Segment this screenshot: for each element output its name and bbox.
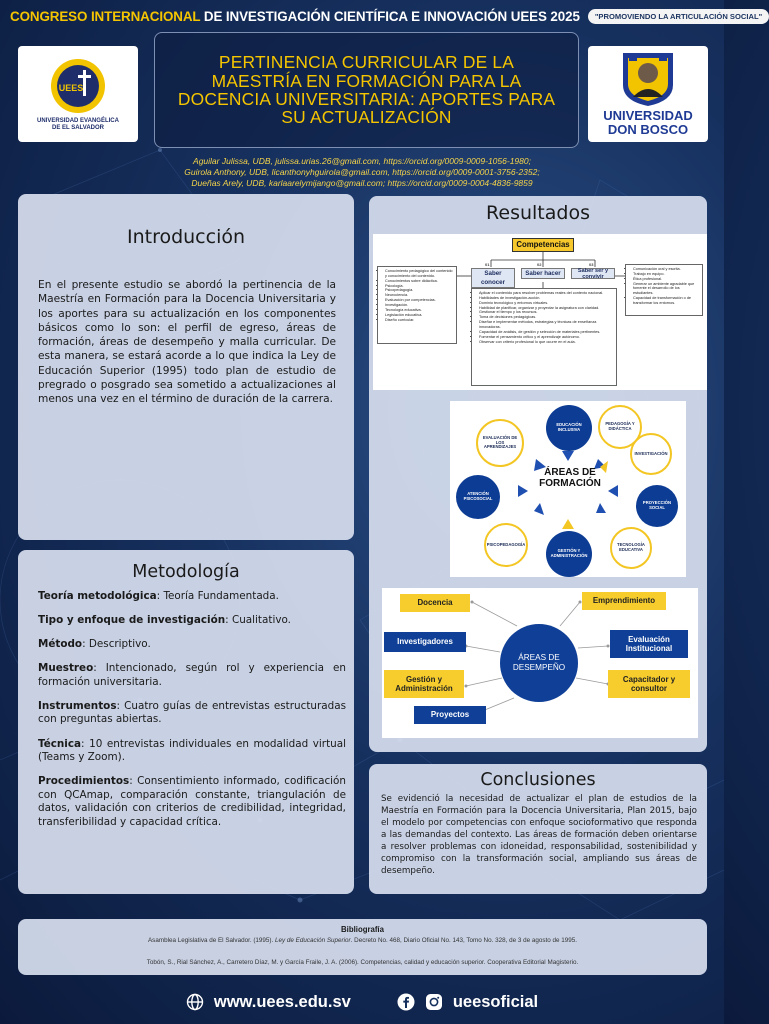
svg-text:UEES: UEES [58,82,84,93]
list-item: • Trabajo en equipo. [633,272,700,277]
areas-desempeno-diagram [382,588,698,738]
author-line: Dueñas Arely, UDB, karlaarelymijango@gmail.com; https://orcid.org/0009-0004-4836-9859 [191,178,533,189]
desempeno-evaluacion-institucional: Evaluación Institucional [610,630,688,658]
area-tecnologia-educativa: TECNOLOGÍA EDUCATIVA [610,527,652,569]
list-item: • Habilidades de investigación-acción. [479,296,614,301]
uees-seal-icon [49,57,107,115]
saber-conocer-list [377,266,457,344]
resultados-heading: Resultados [486,202,590,224]
list-item: • Capacidad de transformación o de transformar los entornos. [633,296,700,306]
list-item: • Investigación. [385,303,454,308]
list-item: • Capacidad de análisis, de gestión y selección de materiales pertinentes. [479,330,614,335]
metodologia-item: Tipo y enfoque de investigación: Cualitativo. [38,614,291,627]
udb-caption [603,109,693,136]
list-item: • Ética profesional. [633,277,700,282]
area-educacion-inclusiva: EDUCACIÓN INCLUSIVA [546,405,592,451]
metodologia-item: Técnica: 10 entrevistas individuales en modalidad virtual (Teams y Zoom). [38,737,346,764]
metodologia-item: Instrumentos: Cuatro guías de entrevistas estructuradas con preguntas abiertas. [38,699,346,726]
udb-caption-line2: DON BOSCO [607,122,689,137]
header-bar [0,0,763,32]
area-gestion-administracion: GESTIÓN Y ADMINISTRACIÓN [546,531,592,577]
competencias-diagram [373,234,707,390]
list-item: • Toma de decisiones pedagógicas. [479,315,614,320]
globe-icon [186,993,204,1011]
list-item: • Tecnología educativa. [385,308,454,313]
area-psicopedagogia: PSICOPEDAGOGÍA [484,523,528,567]
list-item: • Aplicar el contenido para resolver problemas reales del contexto nacional. [479,291,614,296]
list-item: • Neurociencia. [385,293,454,298]
list-item: • Legislación educativa. [385,313,454,318]
conclusiones-text: Se evidenció la necesidad de actualizar el plan de estudios de la Maestría en Formación para la Docencia Universitaria, Plan 2015, bajo el modelo por competencias con enfoque socioformativo que responda a las demandas del contexto. Las áreas de formación deben orientarse a resolver problemas con idoneidad, responsabilidad, sostenibilidad y compromiso con la transformación social, ampliando sus áreas de desempeño. [381,794,697,876]
social-handle[interactable]: ueesoficial [452,992,539,1011]
desempeno-gestion-administracion: Gestión y Administración [384,670,464,698]
areas-desempeno-center: ÁREAS DE DESEMPEÑO [500,624,578,702]
instagram-icon[interactable] [425,993,443,1011]
list-item: • Diseñar e implementar métodos, estrategias y técnicas de enseñanza innovadoras. [479,320,614,330]
conclusiones-panel [369,764,707,894]
area-pedagogia-didactica: PEDAGOGÍA Y DIDÁCTICA [598,405,642,449]
desempeno-docencia: Docencia [400,594,470,612]
saber-ser-list [625,264,703,316]
uees-logo [18,46,138,142]
list-item: • Habilidad de planificar, organizar y proyectar la asignatura con claridad. [479,306,614,311]
bibliografia-panel [18,919,707,975]
list-item: • Fomentar el pensamiento crítico y el aprendizaje autónomo. [479,335,614,340]
title-box [154,32,579,148]
metodologia-item: Teoría metodológica: Teoría Fundamentada. [38,590,279,602]
udb-logo [588,46,708,142]
website-link[interactable]: www.uees.edu.sv [213,992,351,1011]
introduccion-text: En el presente estudio se abordó la pertinencia de la Maestría en Formación para la Docencia Universitaria y los aportes para su actualización en los componentes básicos como lo son: el perfil de egreso, áreas de formación, áreas de desempeño y malla curricular. De esta manera, se estará acorde a lo que indica la Ley de Educación Superior (1995) todo plan de estudio de pregrado o posgrado sea sometido a actualizaciones al menos una vez en el término de duración de la carrera. [38,279,336,406]
uees-caption-text: UNIVERSIDAD EVANGÉLICA DE EL SALVADOR [37,117,119,131]
area-atencion-psicosocial: ATENCIÓN PSICOSOCIAL [456,475,500,519]
area-investigacion: INVESTIGACIÓN [630,433,672,475]
list-item: • Evaluación por competencias. [385,298,454,303]
area-evaluacion-aprendizajes: EVALUACIÓN DE LOS APRENDIZAJES [476,419,524,467]
list-item: • Generar un ambiente agradable que fomente el desarrollo de los estudiantes. [633,282,700,297]
metodologia-panel [18,550,354,894]
desempeno-capacitador-consultor: Capacitador y consultor [608,670,690,698]
list-item: • Conocimientos sobre didáctica. [385,279,454,284]
facebook-icon[interactable] [397,993,415,1011]
congress-title: CONGRESO INTERNACIONAL DE INVESTIGACIÓN CIENTÍFICA E INNOVACIÓN UEES 2025 [10,8,580,24]
footer [0,988,724,1016]
list-item: • Observar con criterio profesional lo que ocurre en el aula. [479,340,614,345]
poster-title: PERTINENCIA CURRICULAR DE LA MAESTRÍA EN FORMACIÓN PARA LA DOCENCIA UNIVERSITARIA: APORTES PARA SU ACTUALIZACIÓN [177,52,556,128]
tag-saber-hacer: Saber hacer [521,268,565,279]
area-proyeccion-social: PROYECCIÓN SOCIAL [636,485,678,527]
list-item: • Comunicación oral y escrita. [633,267,700,272]
areas-formacion-diagram [450,401,686,577]
list-item: • Gestionar el tiempo y los recursos. [479,310,614,315]
introduccion-heading: Introducción [126,226,246,248]
saber-hacer-list [471,288,617,386]
bibliografia-heading: Bibliografía [341,925,384,934]
areas-formacion-center: ÁREAS DE FORMACIÓN [539,467,601,489]
metodologia-list [38,590,346,840]
list-item: • Diseño curricular. [385,318,454,323]
list-item: • Dominio tecnológico y entornos virtuales. [479,301,614,306]
metodologia-item: Método: Descriptivo. [38,638,151,651]
competencias-title: Competencias [512,238,574,252]
desempeno-emprendimiento: Emprendimiento [582,592,666,610]
conclusiones-heading: Conclusiones [480,770,596,790]
bibliografia-ref: Asamblea Legislativa de El Salvador. (1995). Ley de Educación Superior. Decreto No. 468, Diario Oficial No. 143, Tomo No. 328, de 3 de agosto de 1995. [147,937,578,944]
authors [140,156,584,189]
list-item: • Psicopedagogía. [385,288,454,293]
metodologia-item: Procedimientos: Consentimiento informado, codificación con QCAmap, comparación constante, triangulación de datos, validación con criterios de credibilidad, integridad, transferibilidad y capacidad crítica. [38,775,346,828]
tag-number: 03 [589,262,594,267]
author-line: Guirola Anthony, UDB, licanthonyhguirola@gmail.com, https://orcid.org/0009-0001-3756-2352; [184,167,540,178]
tag-saber-ser: Saber ser y convivir [571,268,615,279]
metodologia-item: Muestreo: Intencionado, según rol y experiencia en formación universitaria. [38,662,346,688]
desempeno-proyectos: Proyectos [414,706,486,724]
uees-caption [37,118,119,132]
author-line: Aguilar Julissa, UDB, julissa.urias.26@gmail.com, https://orcid.org/0009-0009-1056-1980; [193,156,531,166]
tag-number: 02 [537,262,542,267]
resultados-panel [369,196,707,752]
tag-number: 01 [485,262,490,267]
bibliografia-ref: Tobón, S., Rial Sánchez, A., Carretero Díaz, M. y García Fraile, J. A. (2006). Competencias, calidad y educación superior. Cooperativa Editorial Magisterio. [146,959,579,966]
metodologia-heading: Metodología [132,562,240,582]
don-bosco-shield-icon [619,51,677,107]
list-item: • Conocimiento pedagógico del contenido y conocimiento del contenido. [385,269,454,279]
list-item: • Psicología. [385,284,454,289]
tag-saber-conocer: Saber conocer [471,268,515,288]
introduccion-panel [18,194,354,540]
udb-caption-line1: UNIVERSIDAD [603,108,693,124]
desempeno-investigadores: Investigadores [384,632,466,652]
slogan-badge: "PROMOVIENDO LA ARTICULACIÓN SOCIAL" [588,9,769,24]
